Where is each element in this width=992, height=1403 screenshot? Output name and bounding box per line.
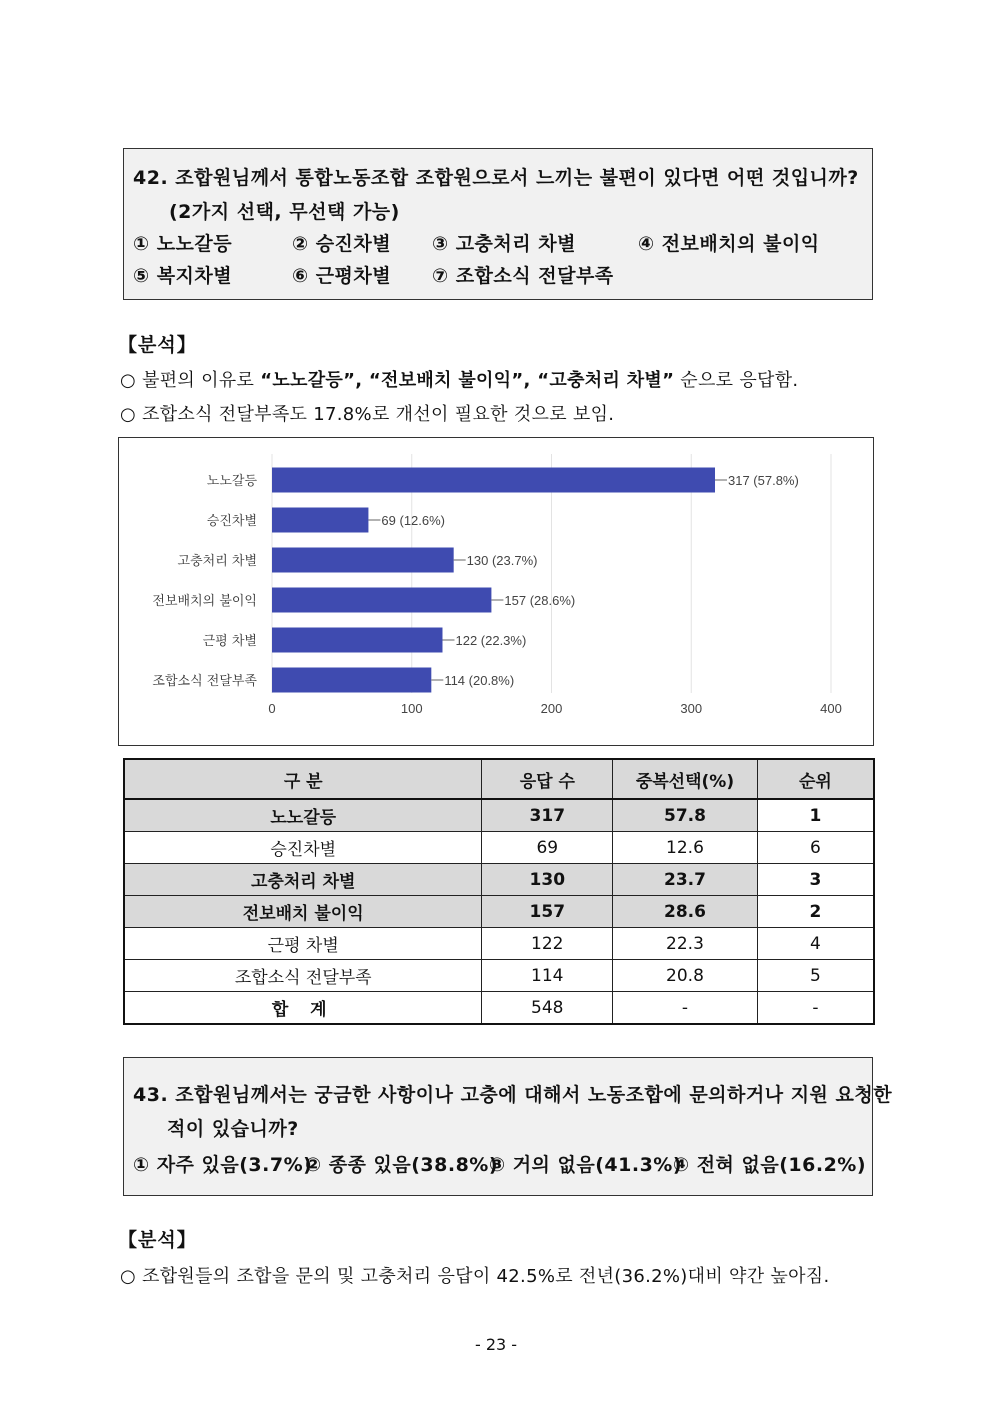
x-tick-label: 0: [268, 701, 276, 716]
data-label: 130 (23.7%): [466, 553, 538, 568]
row-count: 157: [482, 896, 613, 928]
q42-option-5: ⑤ 복지차별: [133, 265, 233, 287]
row-label: 근평 차별: [124, 928, 482, 960]
table-header-row: [124, 759, 874, 799]
row-rank: 6: [757, 832, 874, 864]
row-label: 조합소식 전달부족: [124, 960, 482, 992]
q42-option-6: ⑥ 근평차별: [292, 265, 392, 287]
question-43-title: 43. 조합원님께서는 궁금한 사항이나 고충에 대해서 노동조합에 문의하거나 지원 요청한: [133, 1084, 893, 1106]
row-count: 122: [482, 928, 613, 960]
row-label: 승진차별: [124, 832, 482, 864]
bar-chart: [119, 438, 873, 745]
category-label: 근평 차별: [202, 634, 257, 649]
header-rank: 순위: [757, 759, 874, 799]
category-label: 노노갈등: [206, 474, 257, 489]
question-43-box: [123, 1057, 893, 1196]
bullet-1-suffix: 순으로 응답함.: [674, 370, 799, 391]
row-label: 고충처리 차별: [124, 864, 482, 896]
table-row: [124, 864, 874, 896]
bar: [272, 468, 715, 493]
result-table: [123, 758, 875, 1025]
bar: [272, 628, 442, 653]
row-rank: 2: [757, 896, 874, 928]
data-label: 69 (12.6%): [381, 513, 446, 528]
analysis-2-bullet-1: ○ 조합원들의 조합을 문의 및 고충처리 응답이 42.5%로 전년(36.2%)대비 약간 높아짐.: [120, 1266, 830, 1287]
header-category: 구 분: [124, 759, 482, 799]
row-rank: 3: [757, 864, 874, 896]
table-row: [124, 928, 874, 960]
data-label: 122 (22.3%): [455, 633, 527, 648]
q42-option-3: ③ 고충처리 차별: [432, 233, 576, 255]
total-count: 548: [482, 992, 613, 1025]
table-row: [124, 960, 874, 992]
table-total-row: [124, 992, 874, 1025]
question-42-subtitle: (2가지 선택, 무선택 가능): [169, 201, 400, 223]
row-percent: 57.8: [613, 799, 758, 832]
row-percent: 12.6: [613, 832, 758, 864]
total-label: 합 계: [124, 992, 482, 1025]
bar-chart-box: [118, 437, 874, 746]
row-count: 69: [482, 832, 613, 864]
question-42-title: 42. 조합원님께서 통합노동조합 조합원으로서 느끼는 불편이 있다면 어떤 것입니까?: [133, 167, 859, 189]
analysis-1-bullet-1: [120, 366, 798, 392]
data-label: 114 (20.8%): [444, 673, 515, 688]
row-percent: 28.6: [613, 896, 758, 928]
x-tick-label: 200: [540, 701, 563, 716]
question-42-box: [123, 148, 873, 300]
x-tick-label: 400: [820, 701, 842, 716]
row-rank: 4: [757, 928, 874, 960]
x-tick-label: 300: [680, 701, 703, 716]
row-label: 노노갈등: [124, 799, 482, 832]
q43-option-1: ① 자주 있음(3.7%): [133, 1154, 313, 1176]
category-label: 조합소식 전달부족: [152, 674, 257, 689]
q42-option-7: ⑦ 조합소식 전달부족: [432, 265, 614, 287]
q43-option-3: ③ 거의 없음(41.3%): [489, 1154, 683, 1176]
header-count: 응답 수: [482, 759, 613, 799]
total-percent: -: [613, 992, 758, 1025]
analysis-1-heading: 【분석】: [118, 334, 197, 356]
table-row: [124, 832, 874, 864]
x-tick-label: 100: [400, 701, 423, 716]
category-label: 승진차별: [206, 514, 257, 529]
bar: [272, 548, 454, 573]
q42-option-1: ① 노노갈등: [133, 233, 233, 255]
row-percent: 22.3: [613, 928, 758, 960]
table-row: [124, 799, 874, 832]
page-number: - 23 -: [474, 1335, 518, 1354]
row-rank: 5: [757, 960, 874, 992]
row-rank: 1: [757, 799, 874, 832]
bullet-1-emphasis: “노노갈등”, “전보배치 불이익”, “고충처리 차별”: [260, 370, 675, 391]
bar: [272, 668, 431, 693]
q42-option-4: ④ 전보배치의 불이익: [638, 233, 820, 255]
analysis-2-heading: 【분석】: [118, 1229, 197, 1251]
total-rank: -: [757, 992, 874, 1025]
row-percent: 20.8: [613, 960, 758, 992]
table-row: [124, 896, 874, 928]
bar: [272, 508, 368, 533]
data-label: 317 (57.8%): [728, 473, 799, 488]
data-label: 157 (28.6%): [504, 593, 576, 608]
row-count: 114: [482, 960, 613, 992]
q43-option-4: ④ 전혀 없음(16.2%): [673, 1154, 867, 1176]
row-label: 전보배치 불이익: [124, 896, 482, 928]
row-percent: 23.7: [613, 864, 758, 896]
analysis-1-bullet-2: ○ 조합소식 전달부족도 17.8%로 개선이 필요한 것으로 보임.: [120, 404, 615, 425]
bar: [272, 588, 491, 613]
row-count: 317: [482, 799, 613, 832]
question-43-title-cont: 적이 있습니까?: [167, 1118, 299, 1140]
bullet-1-prefix: ○ 불편의 이유로: [120, 370, 261, 391]
header-percent: 중복선택(%): [613, 759, 758, 799]
q43-option-2: ② 종종 있음(38.8%): [305, 1154, 499, 1176]
category-label: 전보배치의 불이익: [152, 594, 257, 609]
row-count: 130: [482, 864, 613, 896]
q42-option-2: ② 승진차별: [292, 233, 392, 255]
category-label: 고충처리 차별: [177, 554, 257, 569]
